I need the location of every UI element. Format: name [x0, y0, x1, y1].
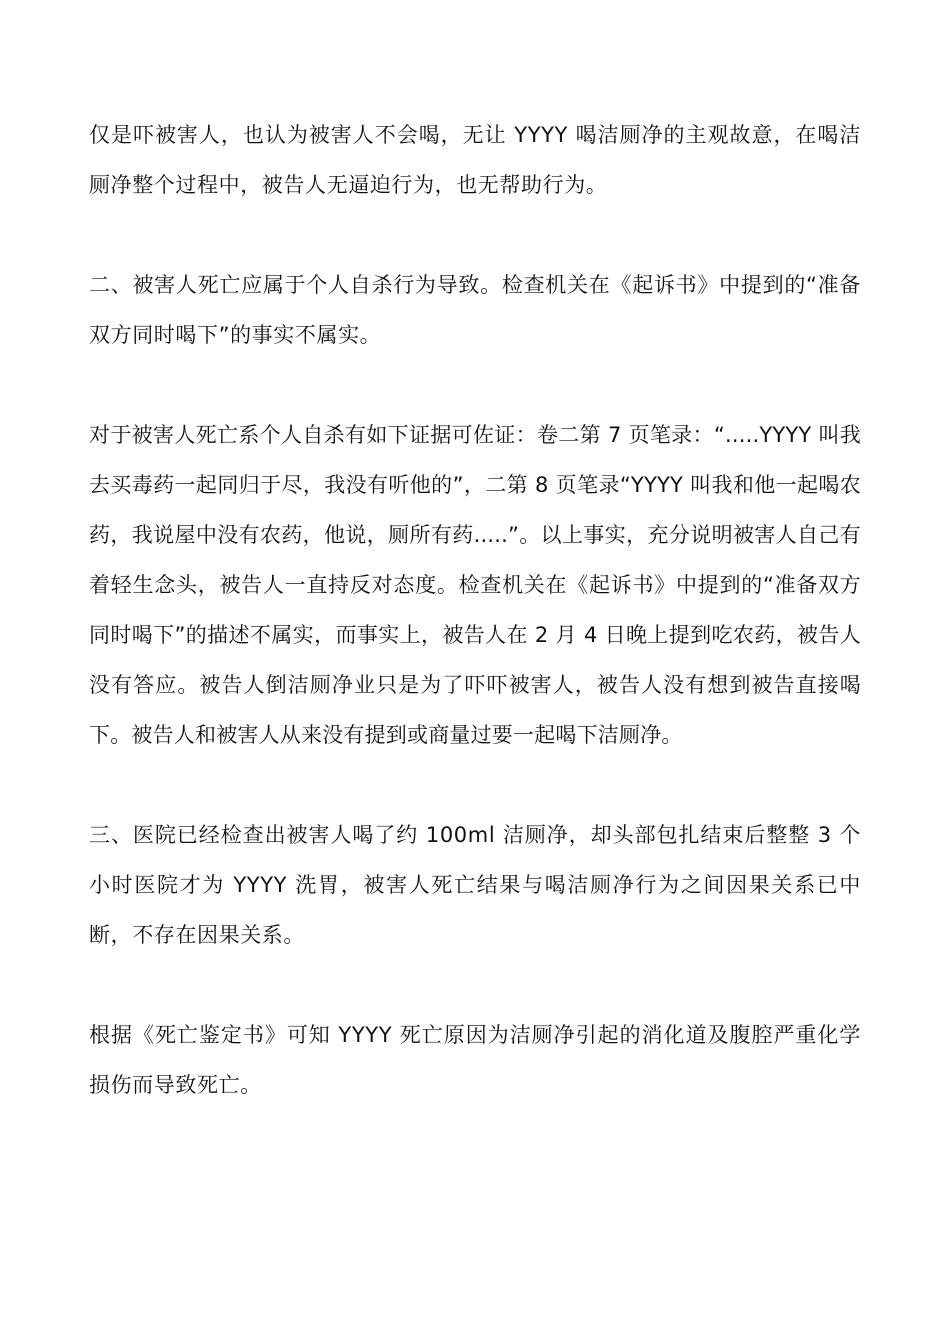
- paragraph-5: 根据《死亡鉴定书》可知 YYYY 死亡原因为洁厕净引起的消化道及腹腔严重化学损伤而导致死亡。: [89, 1023, 861, 1097]
- paragraph-4: 三、医院已经检查出被害人喝了约 100ml 洁厕净，却头部包扎结束后整整 3 个小时医院才为 YYYY 洗胃，被害人死亡结果与喝洁厕净行为之间因果关系已中断，不存在因果关系。: [89, 823, 861, 947]
- document-body: [89, 110, 861, 1110]
- paragraph-1: 仅是吓被害人，也认为被害人不会喝，无让 YYYY 喝洁厕净的主观故意，在喝洁厕净整个过程中，被告人无逼迫行为，也无帮助行为。: [89, 123, 861, 197]
- paragraph-3: 对于被害人死亡系个人自杀有如下证据可佐证：卷二第 7 页笔录：“.....YYYY 叫我去买毒药一起同归于尽，我没有听他的”，二第 8 页笔录“YYYY 叫我和他一起喝农药，我说屋中没有农药，他说，厕所有药.....”。以上事实，充分说明被害人自己有着轻生念头，被告人一直持反对态度。检查机关在《起诉书》中提到的“准备双方同时喝下”的描述不属实，而事实上，被告人在 2 月 4 日晚上提到吃农药，被告人没有答应。被告人倒洁厕净业只是为了吓吓被害人，被告人没有想到被告直接喝下。被告人和被害人从来没有提到或商量过要一起喝下洁厕净。: [89, 423, 861, 747]
- paragraph-2: 二、被害人死亡应属于个人自杀行为导致。检查机关在《起诉书》中提到的“准备双方同时喝下”的事实不属实。: [89, 273, 861, 347]
